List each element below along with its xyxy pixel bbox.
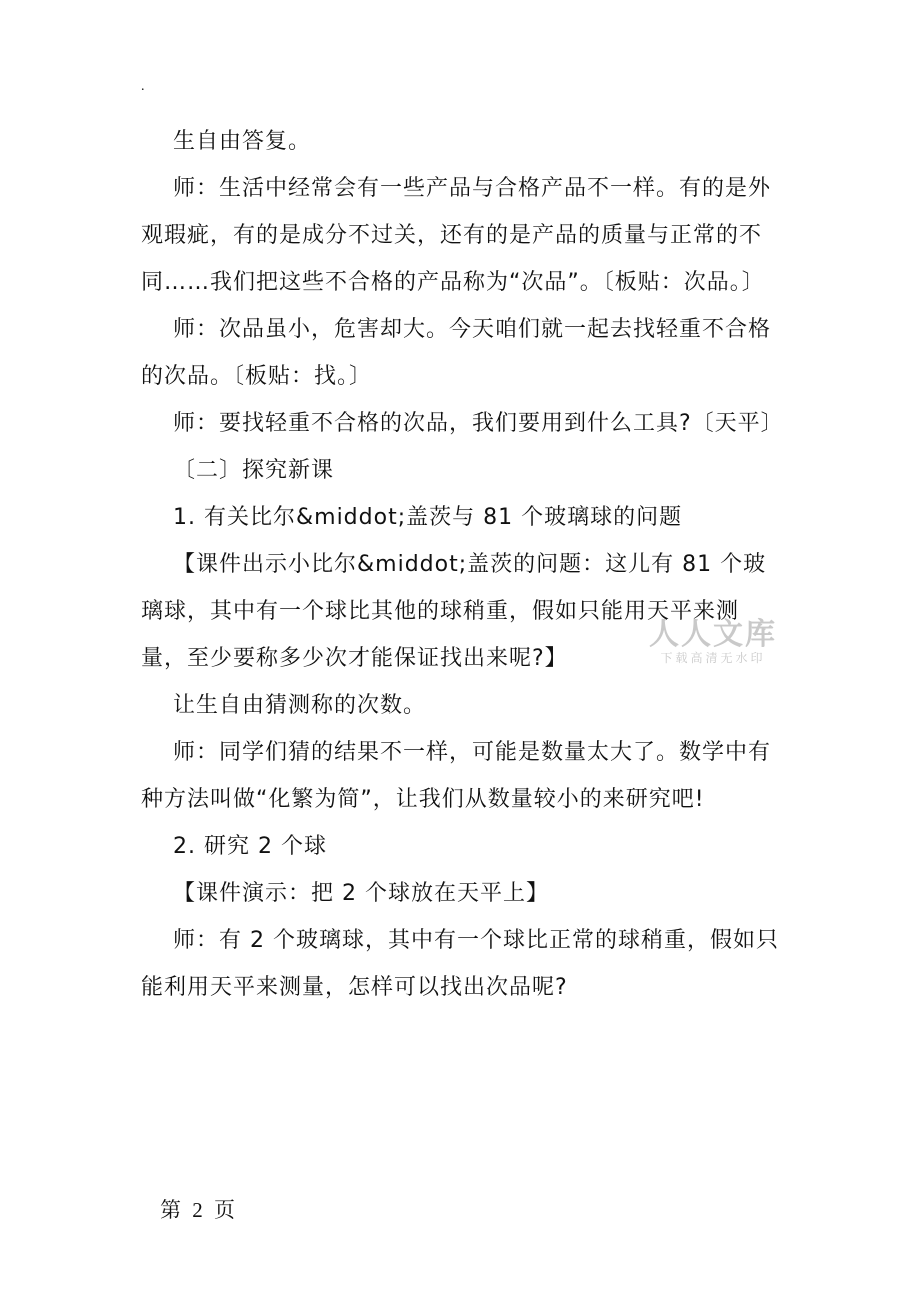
watermark-title: 人人文库	[649, 617, 777, 652]
section-heading: 〔二〕探究新课	[173, 458, 335, 483]
courseware-problem: 【课件出示小比尔&middot;盖茨的问题：这儿有 81 个玻璃球，其中有一个球比其他的球稍重，假如只能用天平来测量，至少要称多少次才能保证找出来呢?】	[141, 552, 767, 671]
paragraph-simplify: 师：同学们猜的结果不一样，可能是数量太大了。数学中有种方法叫做“化繁为简”，让我们从数量较小的来研究吧!	[141, 740, 772, 812]
paragraph-4: 师：要找轻重不合格的次品，我们要用到什么工具?〔天平〕	[173, 411, 784, 436]
watermark-subtitle: 下载高清无水印	[660, 651, 766, 665]
paragraph-question: 师：有 2 个玻璃球，其中有一个球比正常的球稍重，假如只能利用天平来测量，怎样可以找出次品呢?	[141, 928, 779, 1000]
document-body	[141, 118, 784, 1011]
paragraph-1: 生自由答复。	[173, 129, 312, 154]
page-number: 第 2 页	[160, 1198, 235, 1222]
paragraph-guess: 让生自由猜测称的次数。	[173, 693, 427, 718]
subsection-heading-2: 2. 研究 2 个球	[173, 834, 327, 859]
subsection-heading-1: 1. 有关比尔&middot;盖茨与 81 个玻璃球的问题	[173, 505, 683, 530]
paragraph-3: 师：次品虽小，危害却大。今天咱们就一起去找轻重不合格的次品。〔板贴：找。〕	[141, 317, 772, 389]
paragraph-2: 师：生活中经常会有一些产品与合格产品不一样。有的是外观瑕疵，有的是成分不过关，还有的是产品的质量与正常的不同……我们把这些不合格的产品称为“次品”。〔板贴：次品。〕	[141, 176, 772, 295]
courseware-demo: 【课件演示：把 2 个球放在天平上】	[173, 881, 549, 906]
top-marker: .	[141, 79, 145, 94]
